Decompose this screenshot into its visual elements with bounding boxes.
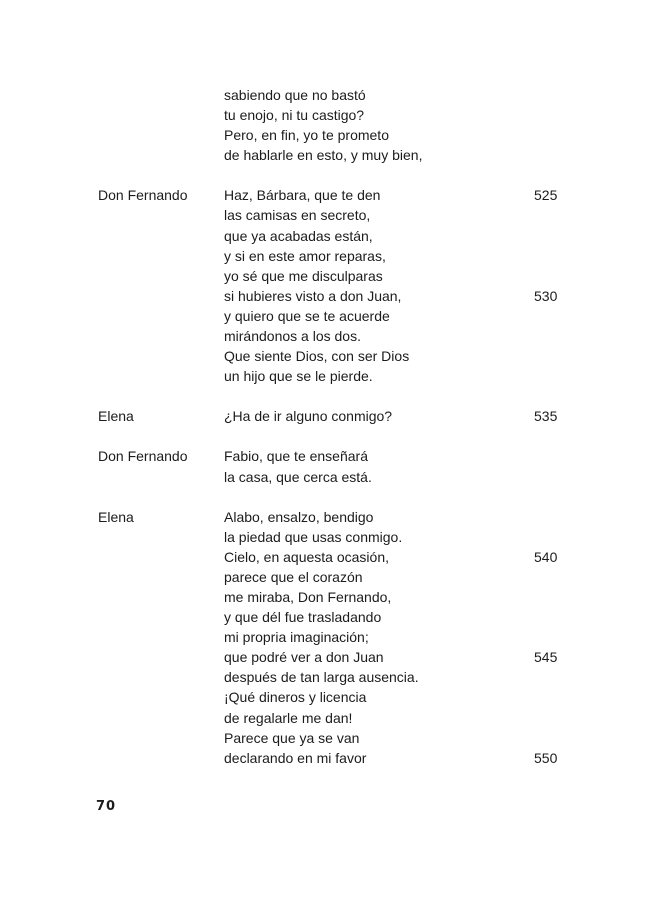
verse-line bbox=[0, 507, 650, 527]
verse-line-text: me miraba, Don Fernando, bbox=[224, 588, 392, 605]
verse-line bbox=[0, 446, 650, 466]
speech-block bbox=[0, 185, 650, 386]
verse-line bbox=[0, 246, 650, 266]
verse-line bbox=[0, 627, 650, 647]
verse-line-text: Pero, en fin, yo te prometo bbox=[224, 127, 389, 144]
verse-line-text: Cielo, en aquesta ocasión, bbox=[224, 548, 389, 565]
verse-line-text: de regalarle me dan! bbox=[224, 709, 353, 726]
line-number: 525 bbox=[534, 187, 558, 204]
verse-line-text: que podré ver a don Juan bbox=[224, 649, 384, 666]
verse-line bbox=[0, 286, 650, 306]
verse-line bbox=[0, 467, 650, 487]
verse-line bbox=[0, 587, 650, 607]
verse-line bbox=[0, 306, 650, 326]
line-number: 550 bbox=[534, 749, 558, 766]
verse-line-text: mi propria imaginación; bbox=[224, 629, 369, 646]
verse-line-text: ¡Qué dineros y licencia bbox=[224, 689, 367, 706]
verse-line-text: que ya acabadas están, bbox=[224, 227, 373, 244]
verse-line bbox=[0, 326, 650, 346]
verse-line bbox=[0, 85, 650, 105]
verse-line bbox=[0, 607, 650, 627]
verse-line bbox=[0, 205, 650, 225]
line-number: 540 bbox=[534, 548, 558, 565]
verse-line bbox=[0, 527, 650, 547]
verse-line-text: declarando en mi favor bbox=[224, 749, 367, 766]
verse-line-text: tu enojo, ni tu castigo? bbox=[224, 107, 365, 124]
verse-line bbox=[0, 226, 650, 246]
verse-line bbox=[0, 547, 650, 567]
page-number: 70 bbox=[96, 799, 117, 814]
verse-line-text: la piedad que usas conmigo. bbox=[224, 528, 403, 545]
speaker-name: Elena bbox=[98, 408, 134, 425]
line-number: 535 bbox=[534, 408, 558, 425]
verse-line-text: las camisas en secreto, bbox=[224, 207, 371, 224]
verse-line bbox=[0, 366, 650, 386]
verse-line-text: Alabo, ensalzo, bendigo bbox=[224, 508, 374, 525]
verse-line-text: de hablarle en esto, y muy bien, bbox=[224, 147, 423, 164]
verse-line bbox=[0, 145, 650, 165]
verse-text bbox=[0, 85, 650, 788]
speech-block bbox=[0, 507, 650, 768]
verse-line bbox=[0, 105, 650, 125]
verse-line bbox=[0, 567, 650, 587]
verse-line bbox=[0, 346, 650, 366]
line-number: 545 bbox=[534, 649, 558, 666]
verse-line-text: un hijo que se le pierde. bbox=[224, 368, 373, 385]
verse-line-text: después de tan larga ausencia. bbox=[224, 669, 419, 686]
verse-line-text: mirándonos a los dos. bbox=[224, 328, 361, 345]
verse-line-text: y si en este amor reparas, bbox=[224, 247, 386, 264]
verse-line-text: Que siente Dios, con ser Dios bbox=[224, 348, 410, 365]
verse-line-text: si hubieres visto a don Juan, bbox=[224, 287, 402, 304]
verse-line-text: sabiendo que no bastó bbox=[224, 87, 366, 103]
line-number: 530 bbox=[534, 287, 558, 304]
speaker-name: Don Fernando bbox=[98, 187, 188, 204]
verse-line-text: Parece que ya se van bbox=[224, 729, 360, 746]
verse-line bbox=[0, 728, 650, 748]
verse-line bbox=[0, 406, 650, 426]
verse-line bbox=[0, 647, 650, 667]
verse-line-text: y que dél fue trasladando bbox=[224, 609, 382, 626]
speaker-name: Elena bbox=[98, 508, 134, 525]
verse-line-text: parece que el corazón bbox=[224, 568, 363, 585]
verse-line-text: Fabio, que te enseñará bbox=[224, 448, 368, 465]
verse-line bbox=[0, 748, 650, 768]
speech-block bbox=[0, 446, 650, 486]
verse-line bbox=[0, 708, 650, 728]
speaker-name: Don Fernando bbox=[98, 448, 188, 465]
verse-line bbox=[0, 687, 650, 707]
verse-line bbox=[0, 667, 650, 687]
verse-line bbox=[0, 266, 650, 286]
speech-block bbox=[0, 406, 650, 426]
verse-line-text: ¿Ha de ir alguno conmigo? bbox=[224, 408, 393, 425]
verse-line-text: yo sé que me disculparas bbox=[224, 267, 383, 284]
verse-line bbox=[0, 185, 650, 205]
verse-line-text: Haz, Bárbara, que te den bbox=[224, 187, 381, 204]
speech-block bbox=[0, 85, 650, 165]
verse-line-text: y quiero que se te acuerde bbox=[224, 307, 390, 324]
verse-line bbox=[0, 125, 650, 145]
verse-line-text: la casa, que cerca está. bbox=[224, 468, 372, 485]
